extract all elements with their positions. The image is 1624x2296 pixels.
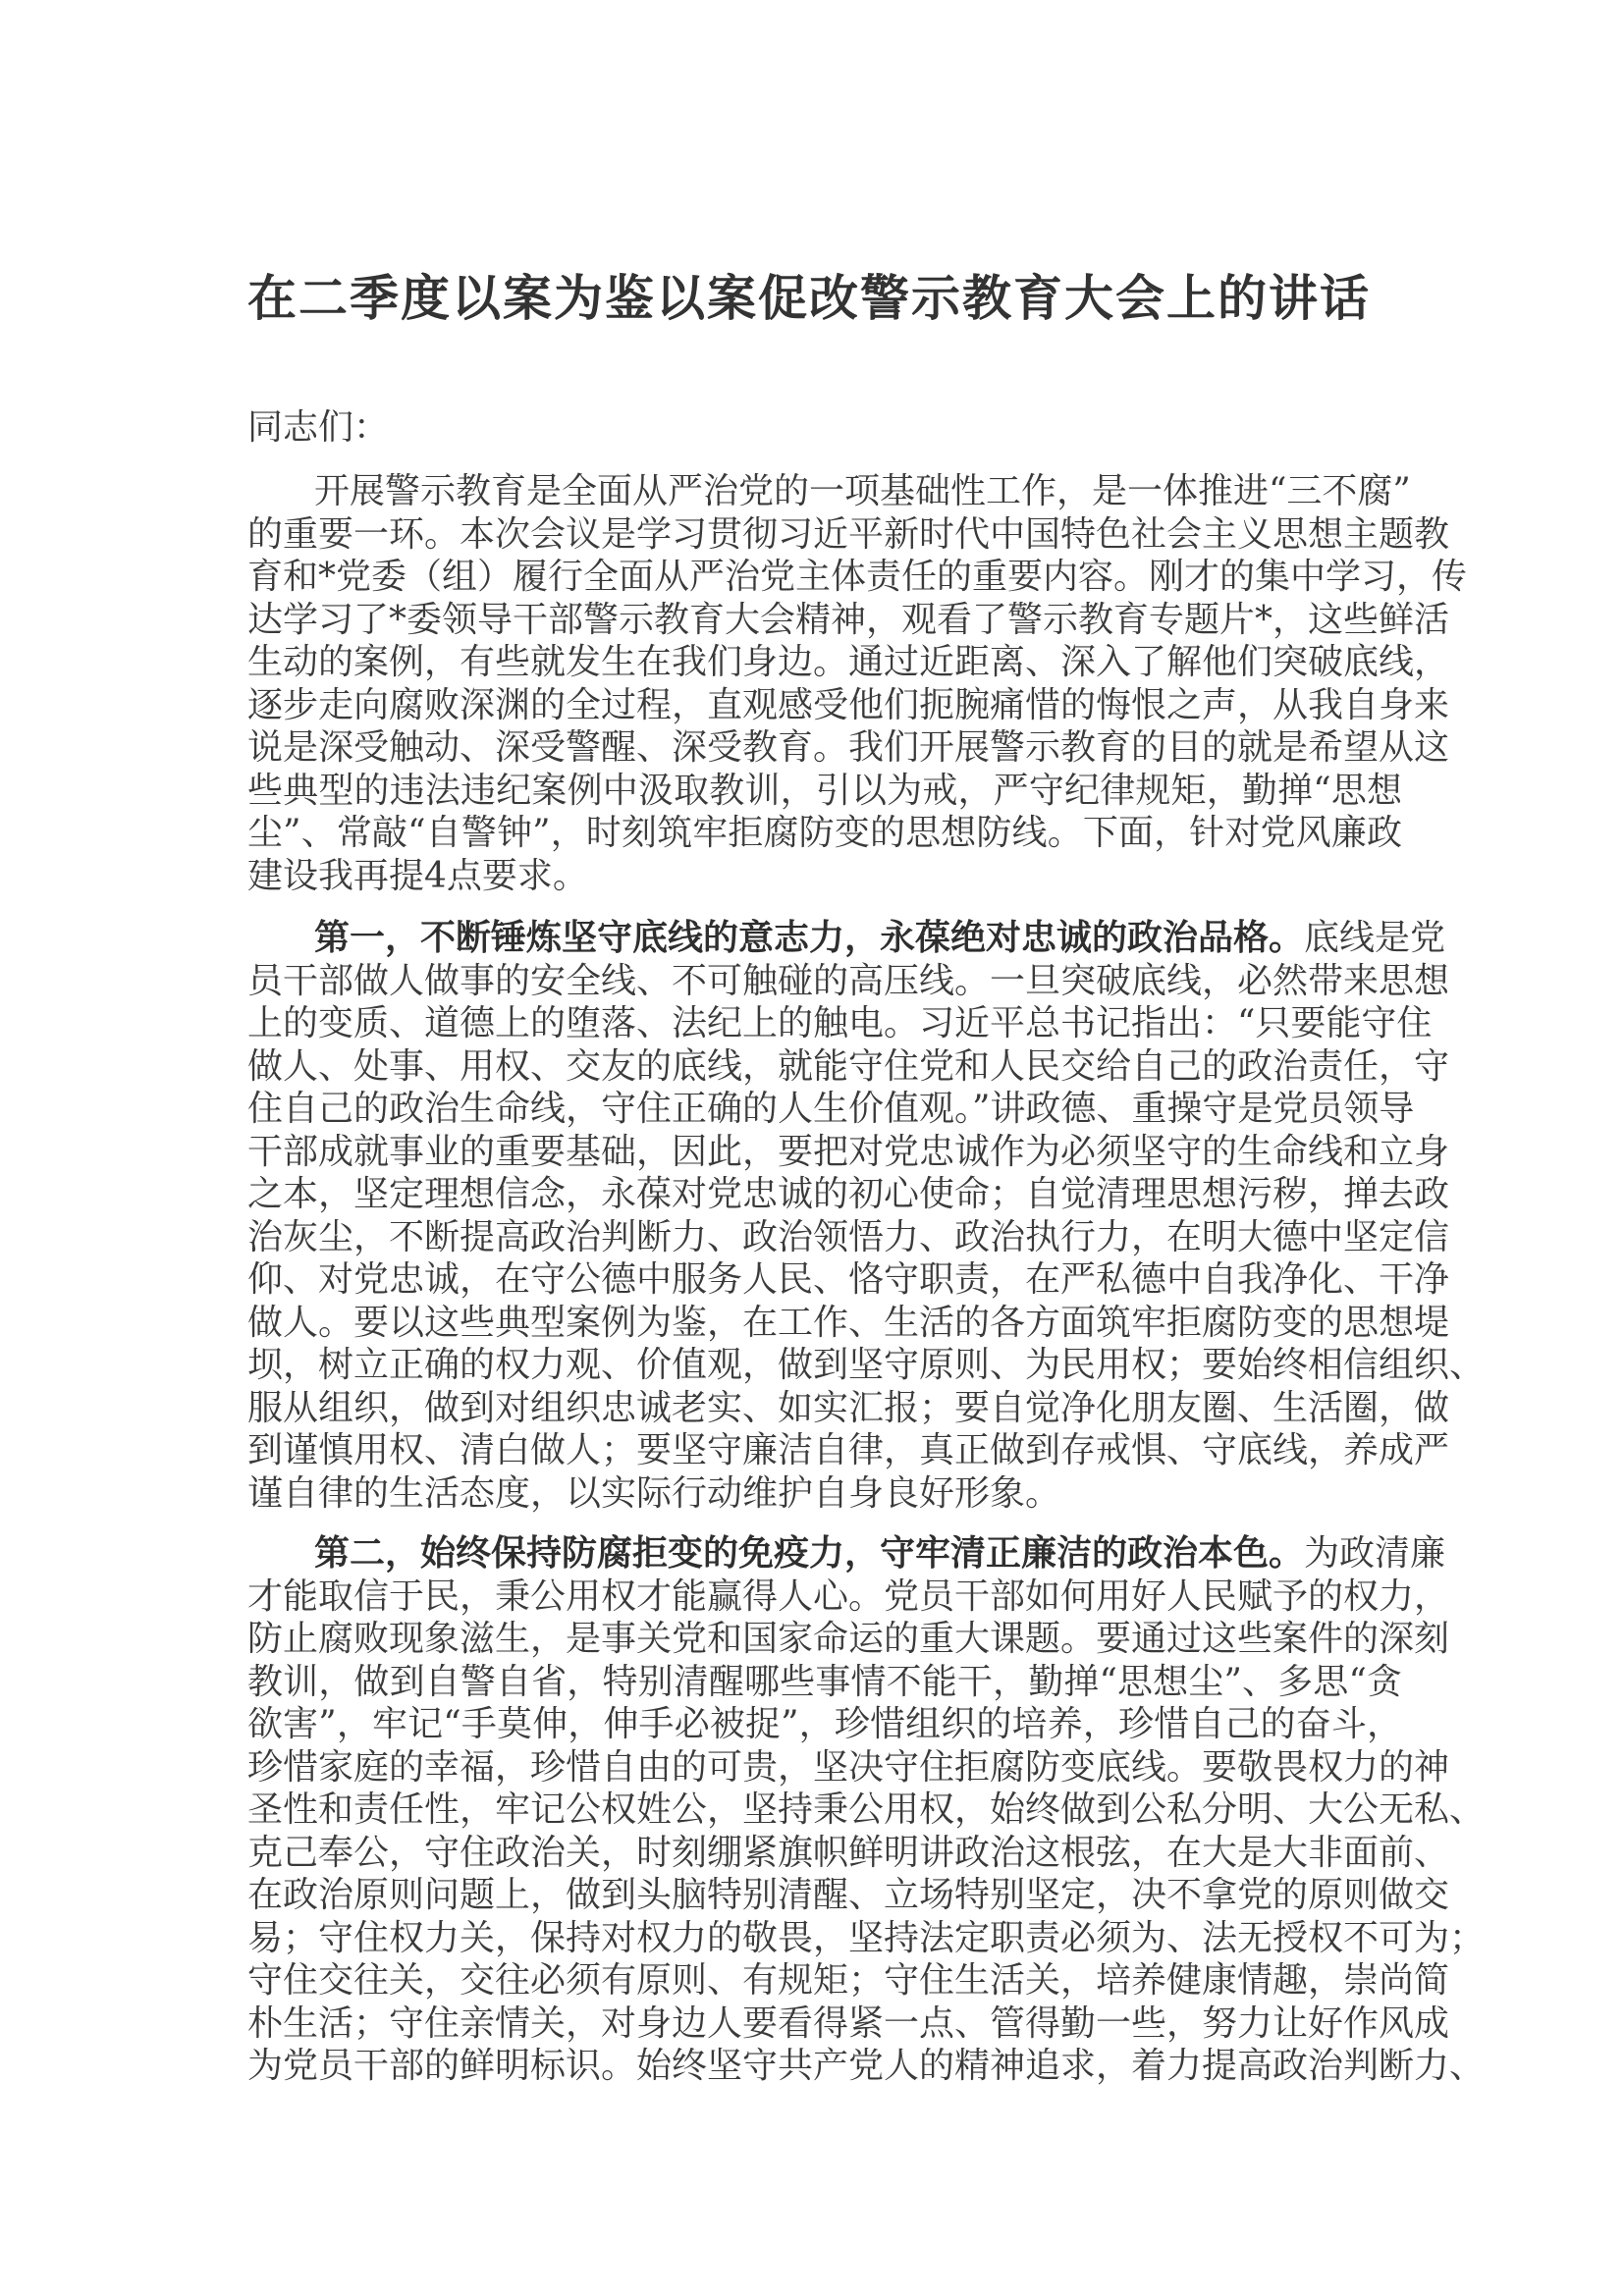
text-line [247,770,1402,813]
line-text: 才能取信于民，秉公用权才能赢得人心。党员干部如何用好人民赋予的权力， [247,1575,1450,1617]
text-line [247,470,1411,513]
line-text: 尘”、常敲“自警钟”，时刻筑牢拒腐防变的思想防线。下面，针对党风廉政 [247,813,1402,853]
line-text: 仰、对党忠诚，在守公德中服务人民、恪守职责，在严私德中自我净化、干净 [247,1259,1450,1300]
line-text: 守住交往关，交往必须有原则、有规矩；守住生活关，培养健康情趣，崇尚简 [247,1960,1450,2001]
line-text: 朴生活；守住亲情关，对身边人要看得紧一点、管得勤一些，努力让好作风成 [247,2002,1450,2044]
text-line [247,812,1402,855]
text-line [247,1532,1446,1575]
line-text: 开展警示教育是全面从严治党的一项基础性工作，是一体推进“三不腐” [314,471,1411,511]
text-line [247,1618,1450,1661]
text-line [247,1429,1450,1472]
text-line [247,599,1450,642]
text-line [247,1045,1450,1089]
line-text: 在政治原则问题上，做到头脑特别清醒、立场特别坚定，决不拿党的原则做交 [247,1875,1450,1915]
line-text: 教训，做到自警自省，特别清醒哪些事情不能干，勤掸“思想尘”、多思“贪 [247,1661,1402,1702]
document-title: 在二季度以案为鉴以案促改警示教育大会上的讲话 [247,270,1371,327]
line-text: 治灰尘，不断提高政治判断力、政治领悟力、政治执行力，在明大德中坚定信 [247,1216,1450,1257]
line-text: 底线是党 [1304,918,1446,958]
line-text: 育和*党委（组）履行全面从严治党主体责任的重要内容。刚才的集中学习，传 [247,557,1468,597]
line-text: 住自己的政治生命线，守住正确的人生价值观。”讲政德、重操守是党员领导 [247,1089,1415,1129]
text-line [247,1874,1450,1917]
paragraph-point-two [247,1532,1486,2088]
text-line [247,1387,1450,1430]
line-text: 到谨慎用权、清白做人；要坚守廉洁自律，真正做到存戒惧、守底线，养成严 [247,1430,1450,1470]
line-text: 说是深受触动、深受警醒、深受教育。我们开展警示教育的目的就是希望从这 [247,727,1450,768]
line-text: 易；守住权力关，保持对权力的敬畏，坚持法定职责必须为、法无授权不可为； [247,1917,1486,1958]
text-line [247,1173,1450,1216]
line-text: 服从组织，做到对组织忠诚老实、如实汇报；要自觉净化朋友圈、生活圈，做 [247,1387,1450,1428]
text-line [247,1959,1450,2002]
text-line [247,1258,1450,1302]
greeting: 同志们： [247,407,390,448]
line-text: 防止腐败现象滋生，是事关党和国家命运的重大课题。要通过这些案件的深刻 [247,1619,1450,1659]
line-text: 干部成就事业的重要基础，因此，要把对党忠诚作为必须坚守的生命线和立身 [247,1131,1450,1172]
text-line [247,1661,1402,1704]
line-text: 做人。要以这些典型案例为鉴，在工作、生活的各方面筑牢拒腐防变的思想堤 [247,1302,1450,1343]
line-text: 为政清廉 [1304,1533,1446,1574]
line-text: 些典型的违法违纪案例中汲取教训，引以为戒，严守纪律规矩，勤掸“思想 [247,770,1402,811]
text-line [247,1789,1486,1832]
text-line [247,1472,1402,1516]
text-line [247,641,1450,684]
line-text: 生动的案例，有些就发生在我们身边。通过近距离、深入了解他们突破底线， [247,642,1450,682]
line-text: 建设我再提4点要求。 [247,855,588,896]
text-line [247,684,1450,727]
text-line [247,1746,1450,1789]
text-line [247,960,1450,1003]
paragraph-intro [247,470,1468,897]
text-line [247,1088,1415,1131]
text-line [247,855,1402,898]
line-text: 坝，树立正确的权力观、价值观，做到坚守原则、为民用权；要始终相信组织、 [247,1345,1486,1385]
text-line [247,1575,1450,1619]
line-text: 珍惜家庭的幸福，珍惜自由的可贵，坚决守住拒腐防变底线。要敬畏权力的神 [247,1746,1450,1788]
line-text: 圣性和责任性，牢记公权姓公，坚持秉公用权，始终做到公私分明、大公无私、 [247,1789,1486,1830]
line-text: 谨自律的生活态度，以实际行动维护自身良好形象。 [247,1472,1061,1514]
line-text: 上的变质、道德上的堕落、法纪上的触电。习近平总书记指出：“只要能守住 [247,1003,1433,1043]
line-text: 做人、处事、用权、交友的底线，就能守住党和人民交给自己的政治责任，守 [247,1045,1450,1087]
line-text: 为党员干部的鲜明标识。始终坚守共产党人的精神追求，着力提高政治判断力、 [247,2046,1486,2086]
text-line [247,1002,1433,1045]
text-line [247,1917,1486,1960]
text-line [247,1216,1450,1259]
text-line [247,917,1446,960]
line-text: 达学习了*委领导干部警示教育大会精神，观看了警示教育专题片*，这些鲜活 [247,599,1450,640]
text-line [247,726,1450,770]
line-text: 克己奉公，守住政治关，时刻绷紧旗帜鲜明讲政治这根弦，在大是大非面前、 [247,1832,1450,1873]
text-line [247,1832,1450,1875]
paragraph-point-one [247,917,1486,1515]
line-text: 逐步走向腐败深渊的全过程，直观感受他们扼腕痛惜的悔恨之声，从我自身来 [247,684,1450,725]
text-line [247,1302,1450,1345]
text-line [247,556,1468,599]
line-text: 欲害”，牢记“手莫伸，伸手必被捉”，珍惜组织的培养，珍惜自己的奋斗， [247,1704,1402,1744]
text-line [247,1703,1402,1746]
line-text: 之本，坚定理想信念，永葆对党忠诚的初心使命；自觉清理思想污秽，掸去政 [247,1174,1450,1214]
text-line [247,1131,1450,1174]
bold-lead-sentence: 第二，始终保持防腐拒变的免疫力，守牢清正廉洁的政治本色。 [314,1532,1305,1574]
text-line [247,1344,1486,1387]
bold-lead-sentence: 第一，不断锤炼坚守底线的意志力，永葆绝对忠诚的政治品格。 [314,917,1305,958]
text-line [247,2002,1450,2046]
text-line [247,513,1450,557]
line-text: 的重要一环。本次会议是学习贯彻习近平新时代中国特色社会主义思想主题教 [247,513,1450,555]
text-line [247,2045,1486,2088]
line-text: 员干部做人做事的安全线、不可触碰的高压线。一旦突破底线，必然带来思想 [247,960,1450,1001]
